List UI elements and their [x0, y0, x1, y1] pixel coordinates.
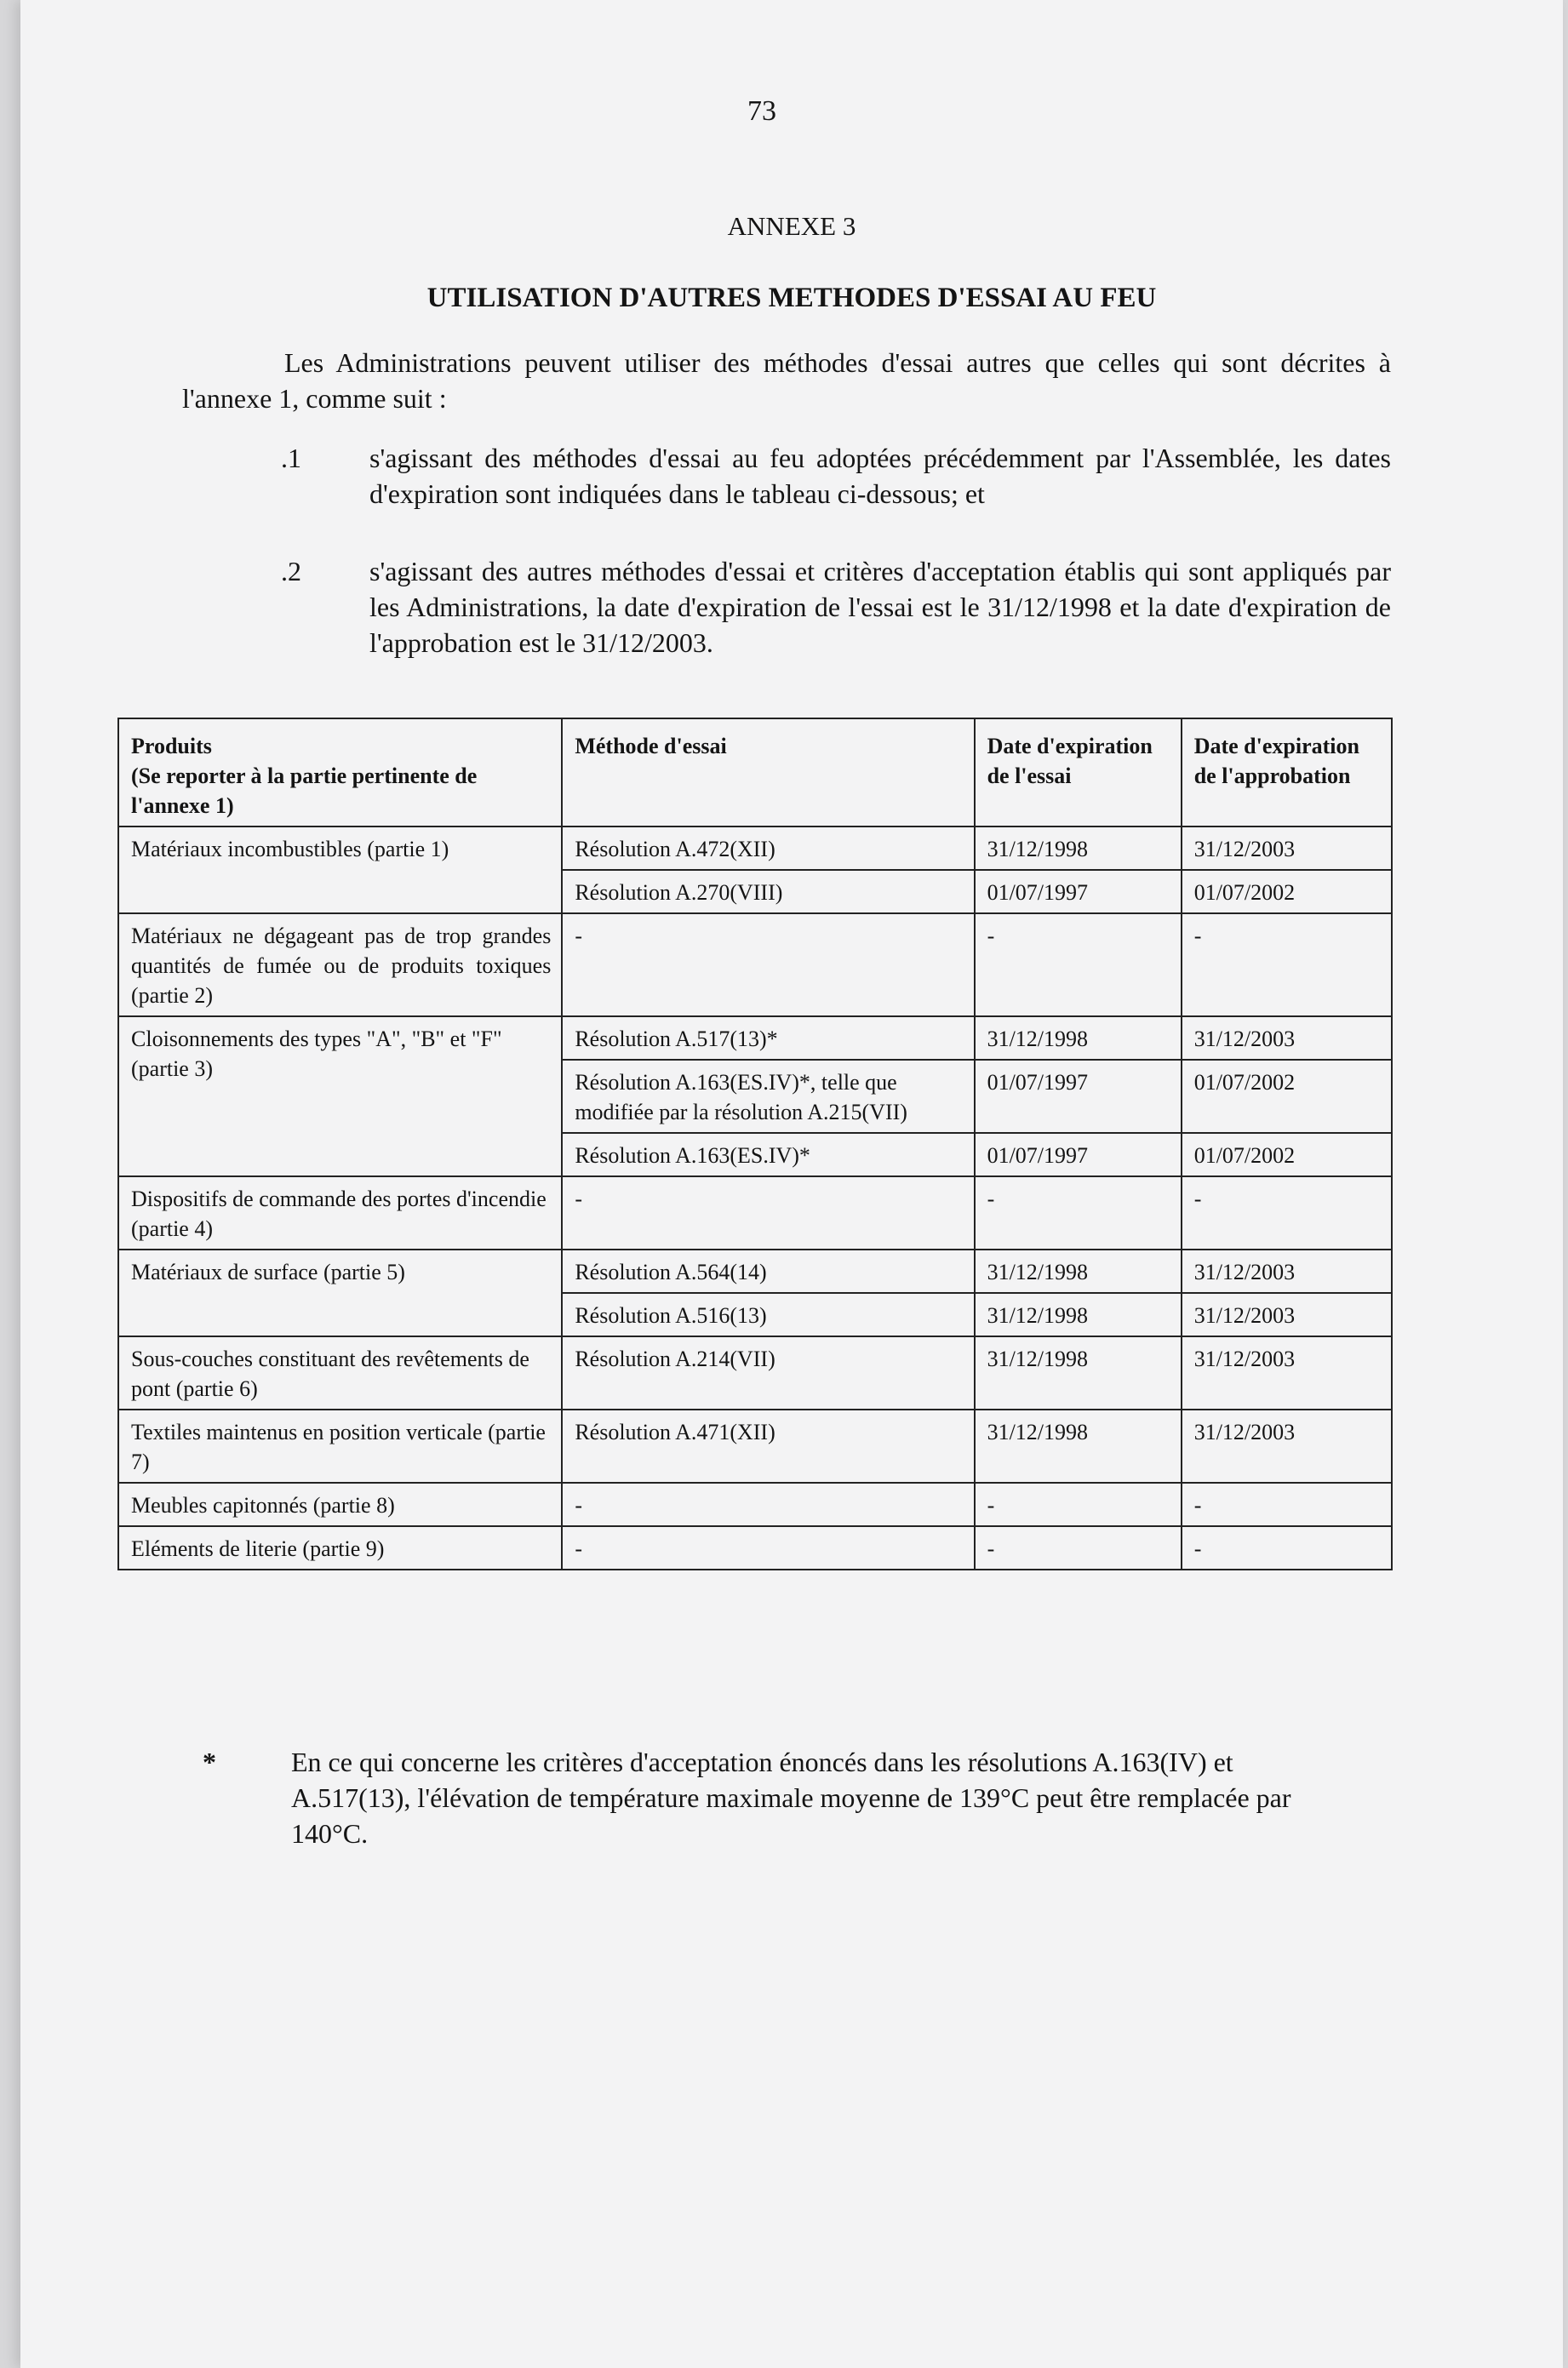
main-title: UTILISATION D'AUTRES METHODES D'ESSAI AU FEU — [426, 283, 1157, 313]
product-cell: Matériaux incombustibles (partie 1) — [118, 827, 562, 913]
approval-expiry-cell: 01/07/2002 — [1182, 1133, 1392, 1176]
table-row — [118, 1483, 1392, 1526]
approval-expiry-cell: - — [1182, 913, 1392, 1016]
product-cell: Matériaux de surface (partie 5) — [118, 1250, 562, 1336]
header-approval-expiry: Date d'expiration de l'approbation — [1182, 718, 1392, 827]
list-item-2 — [182, 553, 1391, 661]
product-cell: Meubles capitonnés (partie 8) — [118, 1483, 562, 1526]
approval-expiry-cell: - — [1182, 1526, 1392, 1570]
intro-paragraph: Les Administrations peuvent utiliser des méthodes d'essai autres que celles qui sont décrites à l'annexe 1, comme suit : — [182, 347, 1391, 414]
method-cell: Résolution A.214(VII) — [562, 1336, 974, 1410]
approval-expiry-cell: 31/12/2003 — [1182, 827, 1392, 870]
list-item-number: .1 — [281, 443, 301, 473]
page-number: 73 — [747, 95, 776, 127]
method-cell: - — [562, 1176, 974, 1250]
approval-expiry-cell: 31/12/2003 — [1182, 1250, 1392, 1293]
header-test-expiry: Date d'expiration de l'essai — [975, 718, 1182, 827]
approval-expiry-cell: 31/12/2003 — [1182, 1336, 1392, 1410]
product-cell: Cloisonnements des types "A", "B" et "F" (partie 3) — [118, 1016, 562, 1176]
annex-title: ANNEXE 3 — [727, 211, 856, 241]
list-item-1 — [182, 440, 1391, 512]
test-expiry-cell: 01/07/1997 — [975, 1133, 1182, 1176]
product-cell: Sous-couches constituant des revêtements de pont (partie 6) — [118, 1336, 562, 1410]
test-expiry-cell: 31/12/1998 — [975, 1250, 1182, 1293]
method-cell: Résolution A.564(14) — [562, 1250, 974, 1293]
test-expiry-cell: 01/07/1997 — [975, 870, 1182, 913]
test-expiry-cell: 31/12/1998 — [975, 1293, 1182, 1336]
table-row — [118, 1410, 1392, 1483]
table-row — [118, 1526, 1392, 1570]
approval-expiry-cell: 31/12/2003 — [1182, 1410, 1392, 1483]
header-products-note: (Se reporter à la partie pertinente de l'annexe 1) — [131, 764, 478, 818]
list-item-text: s'agissant des méthodes d'essai au feu adoptées précédemment par l'Assemblée, les dates d'expiration sont indiquées dans le tableau ci-dessous; et — [369, 443, 1391, 509]
table-header-row — [118, 718, 1392, 827]
test-expiry-cell: 31/12/1998 — [975, 1410, 1182, 1483]
footnote-text: En ce qui concerne les critères d'acceptation énoncés dans les résolutions A.163(IV) et A.517(13), l'élévation de température maximale moyenne de 139°C peut être remplacée par 140°C. — [291, 1747, 1291, 1849]
product-cell: Eléments de literie (partie 9) — [118, 1526, 562, 1570]
table-row — [118, 1016, 1392, 1060]
test-expiry-cell: - — [975, 1483, 1182, 1526]
test-expiry-cell: 31/12/1998 — [975, 1016, 1182, 1060]
header-products-title: Produits — [131, 734, 212, 758]
approval-expiry-cell: - — [1182, 1483, 1392, 1526]
method-cell: Résolution A.163(ES.IV)* — [562, 1133, 974, 1176]
test-expiry-cell: - — [975, 913, 1182, 1016]
test-expiry-cell: 31/12/1998 — [975, 827, 1182, 870]
footnote-marker: * — [203, 1747, 216, 1777]
header-method: Méthode d'essai — [562, 718, 974, 827]
table-row — [118, 827, 1392, 870]
method-cell: Résolution A.471(XII) — [562, 1410, 974, 1483]
table-row — [118, 1250, 1392, 1293]
method-cell: - — [562, 1483, 974, 1526]
method-cell: Résolution A.163(ES.IV)*, telle que modifiée par la résolution A.215(VII) — [562, 1060, 974, 1133]
approval-expiry-cell: - — [1182, 1176, 1392, 1250]
table-row — [118, 1336, 1392, 1410]
test-expiry-cell: 01/07/1997 — [975, 1060, 1182, 1133]
footnote — [182, 1744, 1391, 1851]
approval-expiry-cell: 01/07/2002 — [1182, 1060, 1392, 1133]
list-item-number: .2 — [281, 556, 301, 586]
test-expiry-cell: - — [975, 1526, 1182, 1570]
product-cell: Dispositifs de commande des portes d'incendie (partie 4) — [118, 1176, 562, 1250]
approval-expiry-cell: 31/12/2003 — [1182, 1016, 1392, 1060]
product-cell: Textiles maintenus en position verticale (partie 7) — [118, 1410, 562, 1483]
list-item-text: s'agissant des autres méthodes d'essai et critères d'acceptation établis qui sont appliqués par les Administrations, la date d'expiration de l'essai est le 31/12/1998 et la date d'expiration de l'approbation est le 31/12/2003. — [369, 556, 1391, 658]
method-cell: Résolution A.472(XII) — [562, 827, 974, 870]
approval-expiry-cell: 01/07/2002 — [1182, 870, 1392, 913]
table-row — [118, 913, 1392, 1016]
approval-expiry-cell: 31/12/2003 — [1182, 1293, 1392, 1336]
document-page — [20, 0, 1563, 2368]
test-methods-table — [117, 718, 1393, 1570]
table-row — [118, 1176, 1392, 1250]
test-expiry-cell: - — [975, 1176, 1182, 1250]
test-expiry-cell: 31/12/1998 — [975, 1336, 1182, 1410]
header-products — [118, 718, 562, 827]
method-cell: - — [562, 1526, 974, 1570]
method-cell: Résolution A.516(13) — [562, 1293, 974, 1336]
method-cell: - — [562, 913, 974, 1016]
method-cell: Résolution A.270(VIII) — [562, 870, 974, 913]
method-cell: Résolution A.517(13)* — [562, 1016, 974, 1060]
product-cell: Matériaux ne dégageant pas de trop grandes quantités de fumée ou de produits toxiques (partie 2) — [118, 913, 562, 1016]
